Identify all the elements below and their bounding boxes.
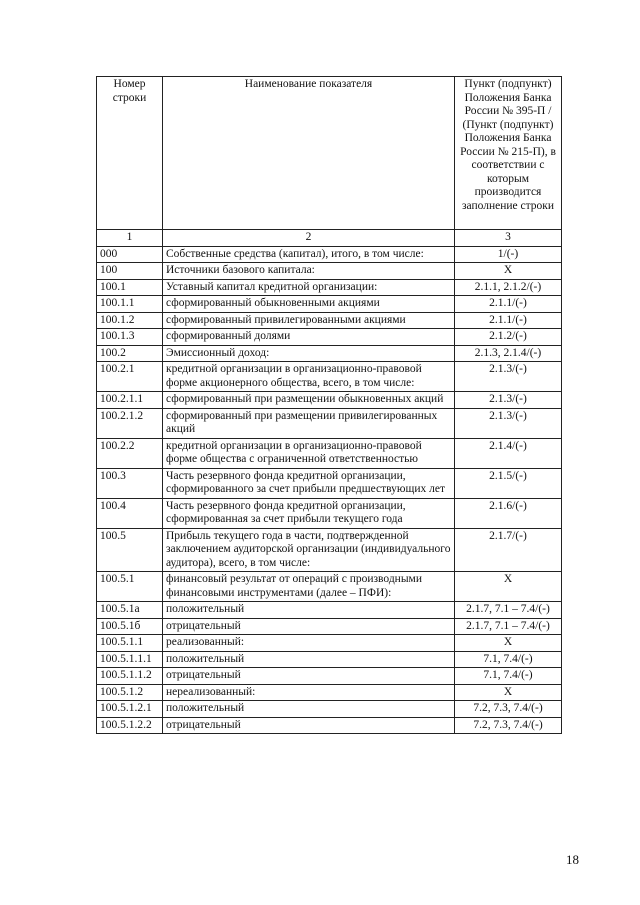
column-number-row <box>97 230 562 247</box>
row-number-cell: 000 <box>97 246 163 263</box>
page-number: 18 <box>566 852 579 867</box>
table-header-row <box>97 77 562 230</box>
clause-ref-cell: 2.1.4/(-) <box>455 438 562 468</box>
clause-ref-cell: 7.2, 7.3, 7.4/(-) <box>455 701 562 718</box>
indicator-name-cell: кредитной организации в организационно-правовой форме общества с ограниченной ответственностью <box>163 438 455 468</box>
table-row <box>97 528 562 572</box>
table-row <box>97 684 562 701</box>
indicator-name-cell: отрицательный <box>163 668 455 685</box>
row-number-cell: 100.5.1б <box>97 618 163 635</box>
row-number-cell: 100.2.1 <box>97 362 163 392</box>
indicator-name-cell: Уставный капитал кредитной организации: <box>163 279 455 296</box>
row-number-cell: 100 <box>97 263 163 280</box>
indicator-name-cell: сформированный привилегированными акциями <box>163 312 455 329</box>
clause-ref-cell: 2.1.1/(-) <box>455 296 562 313</box>
row-number-cell: 100.1.2 <box>97 312 163 329</box>
indicator-name-cell: сформированный при размещении привилегированных акций <box>163 408 455 438</box>
header-regulation-clause: Пункт (подпункт) Положения Банка России № 395-П / (Пункт (подпункт) Положения Банка России № 215-П), в соответствии с которым производится заполнение строки <box>455 77 562 230</box>
row-number-cell: 100.5.1.1.2 <box>97 668 163 685</box>
indicator-name-cell: положительный <box>163 701 455 718</box>
row-number-cell: 100.4 <box>97 498 163 528</box>
clause-ref-cell: 2.1.2/(-) <box>455 329 562 346</box>
indicator-name-cell: Прибыль текущего года в части, подтвержденной заключением аудиторской организации (индивидуального аудитора), всего, в том числе: <box>163 528 455 572</box>
row-number-cell: 100.1.1 <box>97 296 163 313</box>
clause-ref-cell: 7.1, 7.4/(-) <box>455 668 562 685</box>
row-number-cell: 100.5.1.2.2 <box>97 717 163 734</box>
row-number-cell: 100.5.1.1 <box>97 635 163 652</box>
row-number-cell: 100.1.3 <box>97 329 163 346</box>
clause-ref-cell: 2.1.6/(-) <box>455 498 562 528</box>
indicator-name-cell: сформированный долями <box>163 329 455 346</box>
table-row <box>97 246 562 263</box>
table-body <box>97 246 562 734</box>
clause-ref-cell: 7.1, 7.4/(-) <box>455 651 562 668</box>
table-row <box>97 498 562 528</box>
table-row <box>97 263 562 280</box>
indicator-table <box>96 76 562 734</box>
column-number: 2 <box>163 230 455 247</box>
table-row <box>97 651 562 668</box>
row-number-cell: 100.5.1а <box>97 602 163 619</box>
indicator-name-cell: положительный <box>163 651 455 668</box>
row-number-cell: 100.5.1 <box>97 572 163 602</box>
table-row <box>97 668 562 685</box>
indicator-name-cell: реализованный: <box>163 635 455 652</box>
row-number-cell: 100.5 <box>97 528 163 572</box>
clause-ref-cell: 2.1.3/(-) <box>455 392 562 409</box>
clause-ref-cell: X <box>455 572 562 602</box>
table-row <box>97 717 562 734</box>
table-row <box>97 572 562 602</box>
indicator-name-cell: финансовый результат от операций с производными финансовыми инструментами (далее – ПФИ): <box>163 572 455 602</box>
indicator-name-cell: Источники базового капитала: <box>163 263 455 280</box>
indicator-name-cell: Эмиссионный доход: <box>163 345 455 362</box>
table-row <box>97 438 562 468</box>
table-row <box>97 468 562 498</box>
table-row <box>97 701 562 718</box>
indicator-name-cell: положительный <box>163 602 455 619</box>
clause-ref-cell: 2.1.7, 7.1 – 7.4/(-) <box>455 618 562 635</box>
row-number-cell: 100.5.1.2 <box>97 684 163 701</box>
header-row-number: Номер строки <box>97 77 163 230</box>
clause-ref-cell: X <box>455 635 562 652</box>
column-number: 3 <box>455 230 562 247</box>
row-number-cell: 100.5.1.2.1 <box>97 701 163 718</box>
clause-ref-cell: 2.1.7, 7.1 – 7.4/(-) <box>455 602 562 619</box>
row-number-cell: 100.2.1.1 <box>97 392 163 409</box>
clause-ref-cell: 2.1.1, 2.1.2/(-) <box>455 279 562 296</box>
table-row <box>97 296 562 313</box>
row-number-cell: 100.1 <box>97 279 163 296</box>
row-number-cell: 100.2.2 <box>97 438 163 468</box>
row-number-cell: 100.2 <box>97 345 163 362</box>
table-row <box>97 392 562 409</box>
table-row <box>97 279 562 296</box>
table-row <box>97 329 562 346</box>
clause-ref-cell: 1/(-) <box>455 246 562 263</box>
table-row <box>97 362 562 392</box>
indicator-name-cell: сформированный при размещении обыкновенных акций <box>163 392 455 409</box>
table-row <box>97 345 562 362</box>
indicator-name-cell: Часть резервного фонда кредитной организации, сформированного за счет прибыли предшествующих лет <box>163 468 455 498</box>
table-row <box>97 602 562 619</box>
clause-ref-cell: 2.1.3/(-) <box>455 362 562 392</box>
row-number-cell: 100.5.1.1.1 <box>97 651 163 668</box>
indicator-name-cell: Собственные средства (капитал), итого, в том числе: <box>163 246 455 263</box>
row-number-cell: 100.3 <box>97 468 163 498</box>
row-number-cell: 100.2.1.2 <box>97 408 163 438</box>
clause-ref-cell: X <box>455 263 562 280</box>
clause-ref-cell: 2.1.7/(-) <box>455 528 562 572</box>
indicator-name-cell: отрицательный <box>163 618 455 635</box>
table-row <box>97 312 562 329</box>
clause-ref-cell: 7.2, 7.3, 7.4/(-) <box>455 717 562 734</box>
clause-ref-cell: 2.1.1/(-) <box>455 312 562 329</box>
clause-ref-cell: 2.1.3/(-) <box>455 408 562 438</box>
indicator-name-cell: Часть резервного фонда кредитной организации, сформированная за счет прибыли текущего года <box>163 498 455 528</box>
indicator-name-cell: сформированный обыкновенными акциями <box>163 296 455 313</box>
table-row <box>97 618 562 635</box>
clause-ref-cell: 2.1.5/(-) <box>455 468 562 498</box>
clause-ref-cell: X <box>455 684 562 701</box>
indicator-name-cell: отрицательный <box>163 717 455 734</box>
header-indicator-name: Наименование показателя <box>163 77 455 230</box>
table-row <box>97 635 562 652</box>
clause-ref-cell: 2.1.3, 2.1.4/(-) <box>455 345 562 362</box>
table-row <box>97 408 562 438</box>
indicator-name-cell: нереализованный: <box>163 684 455 701</box>
indicator-name-cell: кредитной организации в организационно-правовой форме акционерного общества, всего, в том числе: <box>163 362 455 392</box>
column-number: 1 <box>97 230 163 247</box>
